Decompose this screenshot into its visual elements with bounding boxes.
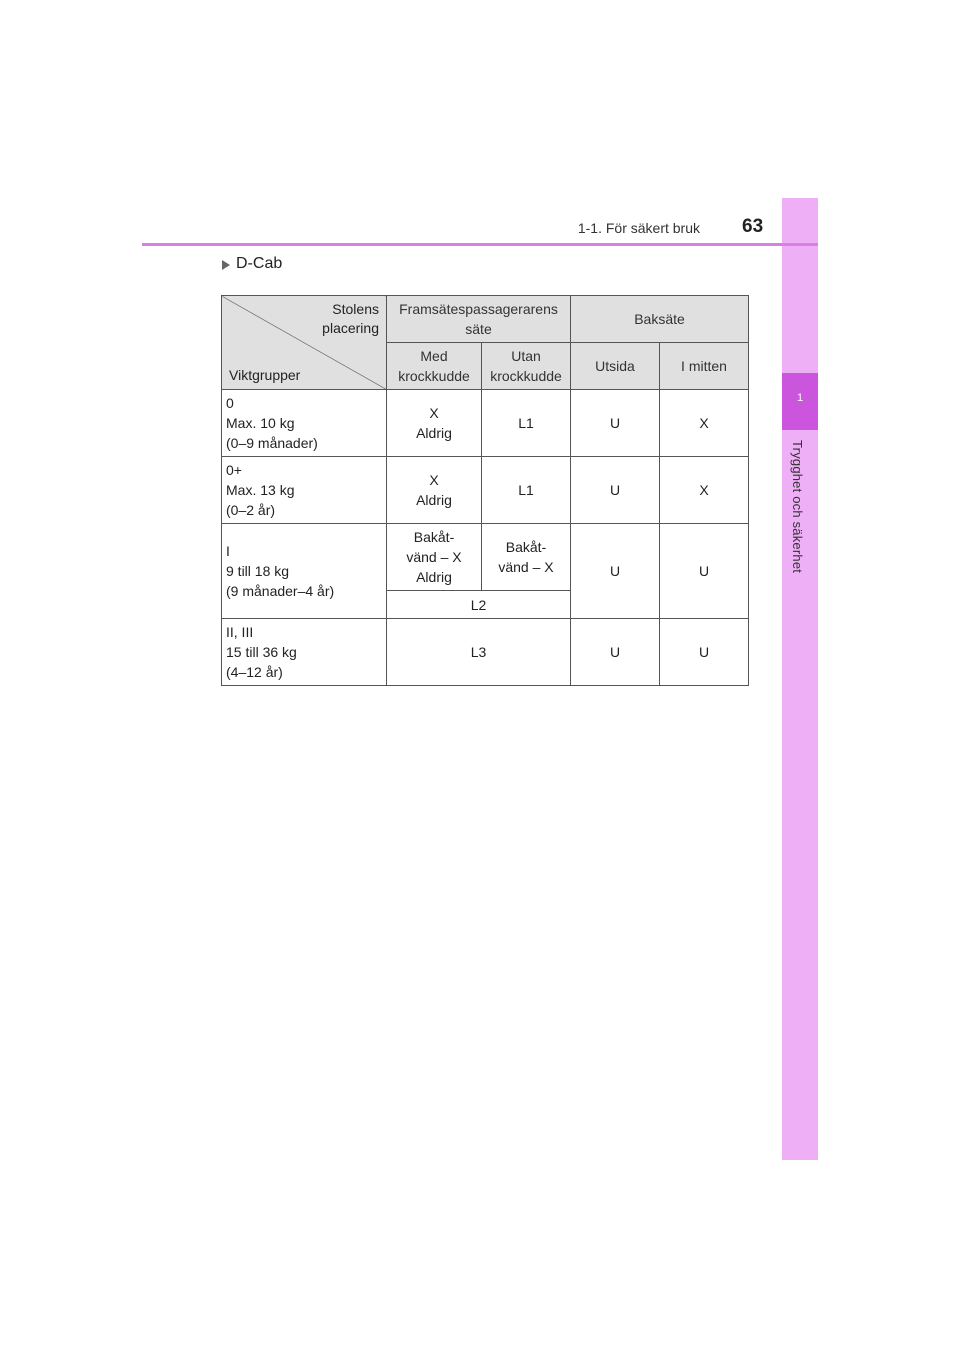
table-row (222, 524, 749, 591)
header-section-title: 1-1. För säkert bruk (577, 220, 700, 236)
header-rear-seat: Baksäte (571, 296, 749, 343)
chapter-side-tab (782, 198, 818, 1160)
front-combined-cell: L2 (387, 591, 571, 619)
corner-seat-position-label: Stolens placering (322, 301, 379, 336)
table-corner-header (222, 296, 387, 390)
triangle-bullet-icon (222, 260, 230, 270)
front-combined-cell: L3 (387, 619, 571, 686)
without-airbag-cell: L1 (482, 457, 571, 524)
with-airbag-cell: Bakåt- vänd – X Aldrig (387, 524, 482, 591)
table-row (222, 390, 749, 457)
outer-cell: U (571, 619, 660, 686)
middle-cell: U (660, 524, 749, 619)
weight-group-cell: II, III 15 till 36 kg (4–12 år) (222, 619, 387, 686)
page-number: 63 (742, 216, 764, 237)
section-heading (222, 255, 282, 273)
weight-group-cell: I 9 till 18 kg (9 månader–4 år) (222, 524, 387, 619)
weight-group-cell: 0 Max. 10 kg (0–9 månader) (222, 390, 387, 457)
middle-cell: X (660, 457, 749, 524)
table-row (222, 457, 749, 524)
child-seat-table (221, 295, 749, 686)
middle-cell: X (660, 390, 749, 457)
subheader-outer: Utsida (571, 343, 660, 390)
outer-cell: U (571, 457, 660, 524)
outer-cell: U (571, 390, 660, 457)
without-airbag-cell: Bakåt- vänd – X (482, 524, 571, 591)
header-front-passenger-seat: Framsätespassagerarens säte (387, 296, 571, 343)
subheader-with-airbag: Med krockkudde (387, 343, 482, 390)
table-row (222, 619, 749, 686)
section-heading-text: D-Cab (236, 255, 283, 272)
middle-cell: U (660, 619, 749, 686)
chapter-title: Trygghet och säkerhet (790, 440, 805, 574)
subheader-middle: I mitten (660, 343, 749, 390)
header-divider (142, 243, 818, 246)
table-header-row (222, 296, 749, 343)
weight-group-cell: 0+ Max. 13 kg (0–2 år) (222, 457, 387, 524)
with-airbag-cell: X Aldrig (387, 390, 482, 457)
chapter-number: 1 (796, 392, 804, 404)
corner-weight-group-label: Viktgrupper (229, 367, 301, 383)
without-airbag-cell: L1 (482, 390, 571, 457)
subheader-without-airbag: Utan krockkudde (482, 343, 571, 390)
outer-cell: U (571, 524, 660, 619)
with-airbag-cell: X Aldrig (387, 457, 482, 524)
